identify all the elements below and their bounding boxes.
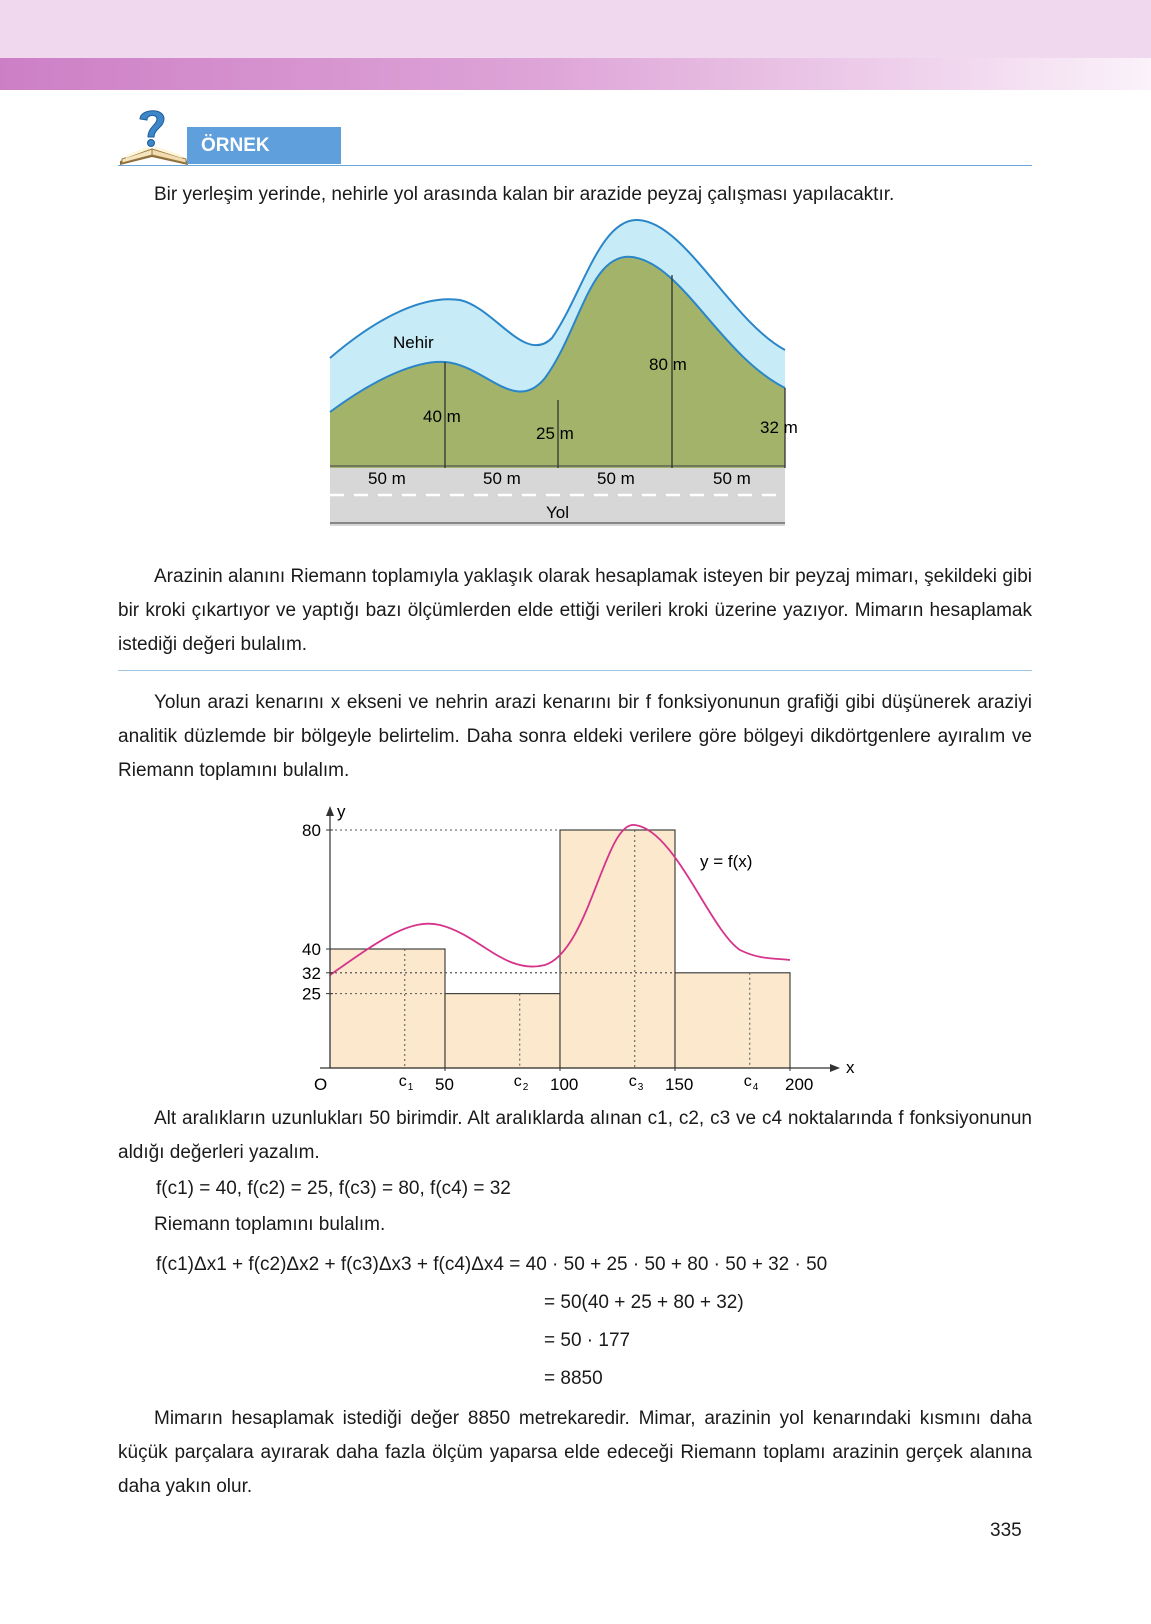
y-tick-label-25: 25 (302, 984, 321, 1004)
height-label-3: 80 m (649, 355, 687, 374)
paragraph-3: Alt aralıkların uzunlukları 50 birimdir. Alt aralıklarda alınan c1, c2, c3 ve c4 noktalarında f fonksiyonunun aldığı değerleri yazalım. (118, 1108, 1032, 1163)
equation-line-3: = 50 · 177 (544, 1330, 631, 1351)
equation-line-4: = 8850 (544, 1368, 603, 1389)
height-label-4: 32 m (760, 418, 798, 437)
y-tick-label-32: 32 (302, 963, 321, 983)
road-label: Yol (546, 503, 570, 522)
riemann-rect-1 (330, 949, 445, 1068)
riemann-rect-2 (445, 994, 560, 1068)
book-question-icon (118, 105, 190, 167)
y-axis-arrow (326, 806, 334, 816)
river-label: Nehir (393, 333, 434, 352)
origin-label: O (314, 1075, 328, 1094)
sample-point-label-3: c (628, 1073, 637, 1090)
sample-point-sub-4: 4 (752, 1082, 759, 1093)
land-sketch (300, 200, 820, 545)
sample-point-label-2: c (513, 1073, 522, 1090)
sample-point-label-1: c (398, 1073, 407, 1090)
equation-line-2: = 50(40 + 25 + 80 + 32) (544, 1292, 744, 1313)
x-tick-label-150: 150 (665, 1075, 694, 1094)
x-tick-label-50: 50 (435, 1075, 454, 1094)
x-tick-label-200: 200 (785, 1075, 814, 1094)
gradient-band (0, 58, 1151, 90)
example-header (118, 105, 1032, 167)
width-label-4: 50 m (713, 469, 751, 488)
header-rule (118, 165, 1032, 166)
sample-point-sub-3: 3 (637, 1082, 644, 1093)
sample-point-label-4: c (743, 1073, 752, 1090)
width-label-1: 50 m (368, 469, 406, 488)
x-axis-label: x (846, 1058, 855, 1077)
riemann-rect-3 (560, 830, 675, 1068)
height-label-2: 25 m (536, 424, 574, 443)
values-line: f(c1) = 40, f(c2) = 25, f(c3) = 80, f(c4) = 32 (156, 1178, 511, 1199)
x-axis-arrow (830, 1064, 840, 1072)
riemann-rect-4 (675, 973, 790, 1068)
example-label: ÖRNEK (187, 127, 341, 164)
paragraph-4: Mimarın hesaplamak istediği değer 8850 metrekaredir. Mimar, arazinin yol kenarındaki kısmını daha küçük parçalara ayırarak daha fazla ölçüm yaparsa elde edeceği Riemann toplamı arazinin gerçek alanına daha yakın olur. (118, 1408, 1032, 1497)
riemann-heading: Riemann toplamını bulalım. (154, 1214, 386, 1235)
intro-text: Bir yerleşim yerinde, nehirle yol arasında kalan bir arazide peyzaj çalışması yapılacaktır. (154, 184, 895, 205)
function-label: y = f(x) (700, 852, 753, 871)
paragraph-1: Arazinin alanını Riemann toplamıyla yaklaşık olarak hesaplamak isteyen bir peyzaj mimarı, şekildeki gibi bir kroki çıkartıyor ve yaptığı bazı ölçümlerden elde ettiği verileri kroki üzerine yazıyor. Mimarın hesaplamak istediği değeri bulalım. (118, 566, 1032, 655)
sample-point-sub-2: 2 (522, 1082, 529, 1093)
width-label-3: 50 m (597, 469, 635, 488)
x-tick-label-100: 100 (550, 1075, 579, 1094)
section-rule (118, 670, 1032, 671)
paragraph-2: Yolun arazi kenarını x ekseni ve nehrin arazi kenarını bir f fonksiyonunun grafiği gibi düşünerek araziyi analitik düzlemde bir bölgeyle belirtelim. Daha sonra eldeki verilere göre bölgeyi dikdörtgenlere ayıralım ve Riemann toplamını bulalım. (118, 692, 1032, 781)
riemann-chart (290, 800, 870, 1100)
equation-line-1: f(c1)Δx1 + f(c2)Δx2 + f(c3)Δx3 + f(c4)Δx4 = 40 · 50 + 25 · 50 + 80 · 50 + 32 · 50 (156, 1254, 828, 1275)
height-label-1: 40 m (423, 407, 461, 426)
y-axis-label: y (337, 802, 346, 821)
y-tick-label-80: 80 (302, 821, 321, 840)
page-number: 335 (990, 1520, 1022, 1541)
y-tick-label-40: 40 (302, 940, 321, 959)
sample-point-sub-1: 1 (407, 1082, 414, 1093)
top-band (0, 0, 1151, 58)
width-label-2: 50 m (483, 469, 521, 488)
